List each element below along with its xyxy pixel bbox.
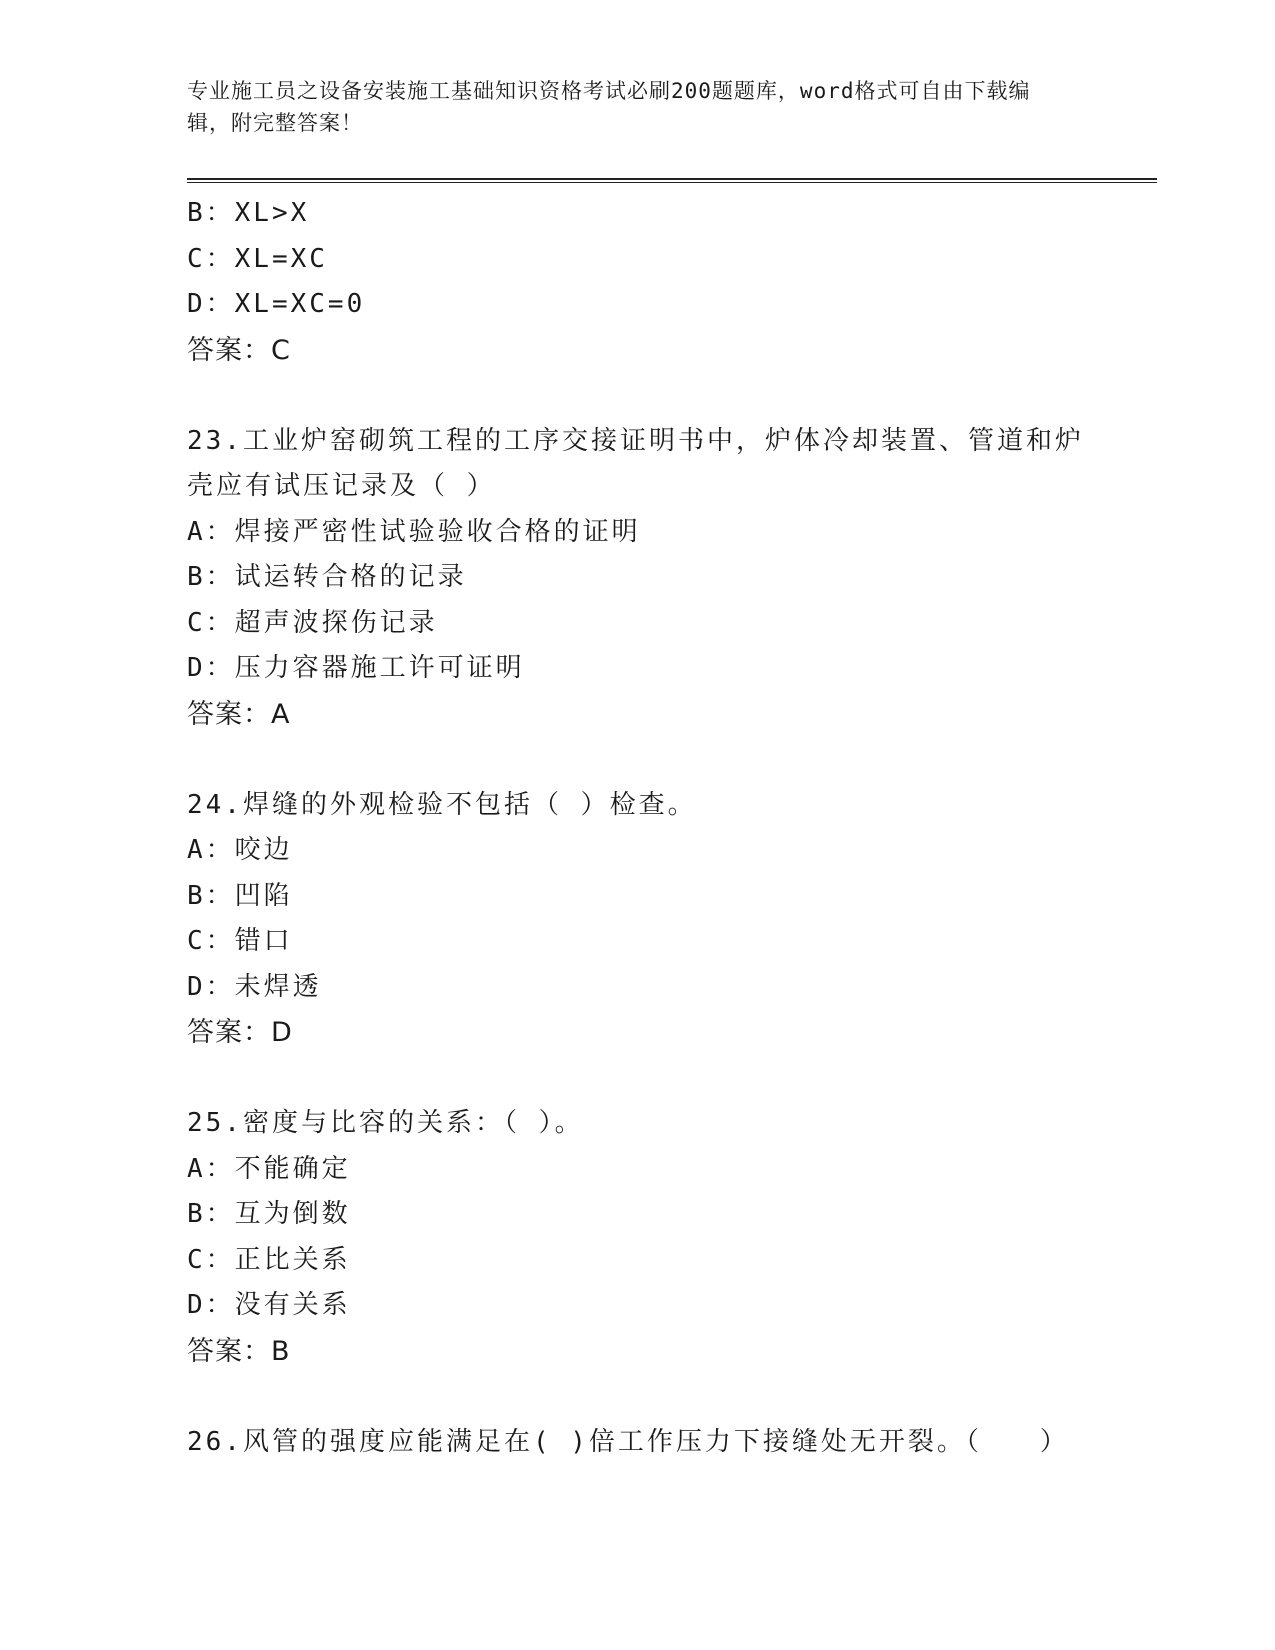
spacer [187, 737, 1107, 783]
option-b: B：XL>X [187, 198, 310, 228]
question-stem: 23.工业炉窑砌筑工程的工序交接证明书中，炉体冷却装置、管道和炉壳应有试压记录及（ ） [187, 425, 1084, 501]
option-c: C：错口 [187, 926, 293, 956]
question-stem: 26.风管的强度应能满足在( )倍工作压力下接缝处无开裂。（ ） [187, 1426, 1069, 1457]
question-stem: 24.焊缝的外观检验不包括（ ）检查。 [187, 789, 697, 820]
spacer [187, 373, 1107, 419]
document-header: 专业施工员之设备安装施工基础知识资格考试必刷200题题库，word格式可自由下载编辑，附完整答案！ [187, 79, 1031, 135]
question-block-22 [187, 191, 1107, 373]
option-b: B：凹陷 [187, 880, 293, 911]
option-a: A：不能确定 [187, 1153, 351, 1184]
option-b: B：试运转合格的记录 [187, 562, 467, 592]
option-a: A：焊接严密性试验验收合格的证明 [187, 516, 641, 547]
option-c: C：正比关系 [187, 1244, 351, 1275]
spacer [187, 1056, 1107, 1102]
option-b: B：互为倒数 [187, 1199, 351, 1229]
question-block-26 [187, 1420, 1107, 1466]
option-d: D：XL=XC=0 [187, 289, 366, 319]
document-body [187, 191, 1107, 1465]
option-c: C：XL=XC [187, 243, 328, 274]
question-block-23 [187, 419, 1107, 738]
option-d: D：压力容器施工许可证明 [187, 653, 525, 683]
spacer [187, 1374, 1107, 1420]
option-a: A：咬边 [187, 835, 293, 865]
question-stem: 25.密度与比容的关系：（ ）。 [187, 1108, 584, 1138]
question-block-25 [187, 1101, 1107, 1374]
answer-line: 答案：A [187, 698, 291, 730]
header-divider [187, 178, 1157, 183]
answer-line: 答案：B [187, 1335, 291, 1367]
option-c: C：超声波探伤记录 [187, 607, 438, 638]
question-block-24 [187, 783, 1107, 1056]
option-d: D：未焊透 [187, 971, 322, 1002]
option-d: D：没有关系 [187, 1290, 351, 1320]
answer-line: 答案：C [187, 334, 291, 366]
answer-line: 答案：D [187, 1017, 293, 1048]
